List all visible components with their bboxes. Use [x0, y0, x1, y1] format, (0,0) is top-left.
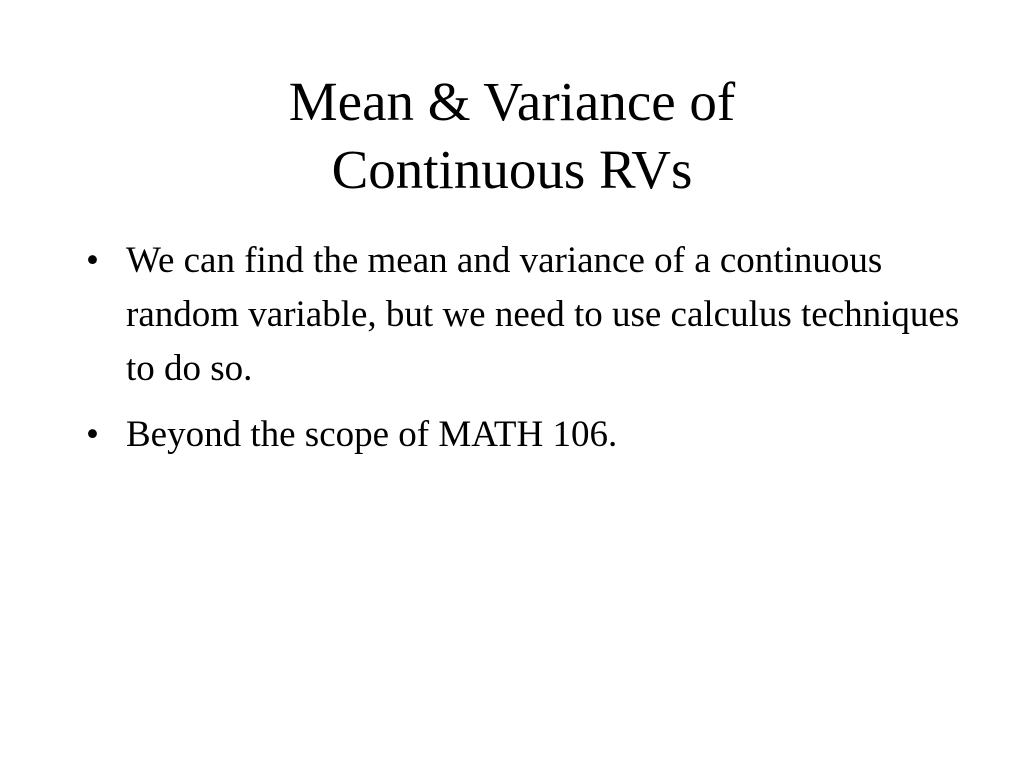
bullet-text: Beyond the scope of MATH 106. — [126, 414, 618, 455]
bullet-list — [86, 234, 986, 474]
bullet-item — [86, 234, 986, 396]
bullet-text: We can find the mean and variance of a continuous random variable, but we need to use calculus techniques to do so. — [126, 240, 960, 389]
title-line-1: Mean & Variance of — [288, 71, 736, 132]
bullet-dot-icon: • — [86, 240, 99, 281]
bullet-item — [86, 408, 986, 462]
title-line-2: Continuous RVs — [331, 139, 693, 200]
bullet-dot-icon: • — [86, 414, 99, 455]
slide-title — [0, 68, 1024, 204]
